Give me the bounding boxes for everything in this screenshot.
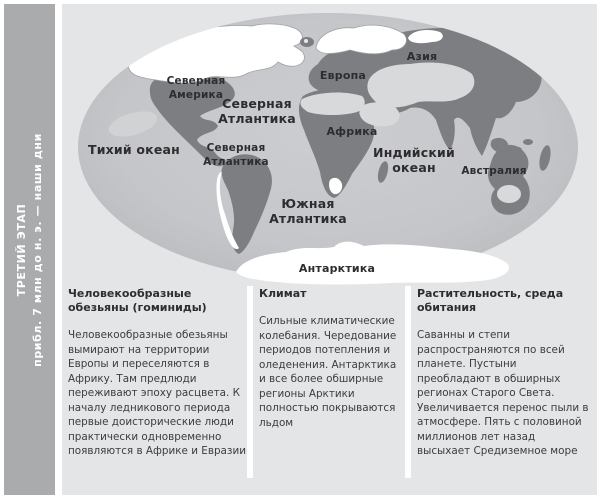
map-label-pacific-ocean: Тихий океан — [87, 142, 181, 157]
map-label-north-atlantic-upper: Северная Атлантика — [218, 96, 296, 126]
column-vegetation-title: Растительность, среда обитания — [417, 287, 564, 314]
iceland-glacier — [304, 39, 308, 43]
map-label-north-america: Северная Америка — [166, 75, 226, 101]
column-climate-title: Климат — [259, 287, 307, 300]
australia-light-patch — [497, 185, 521, 203]
map-label-indian-ocean: Индийский океан — [373, 145, 455, 175]
map-label-australia: Австралия — [461, 165, 527, 177]
column-climate-body: Сильные климатические колебания. Чередование периодов потепления и оледенения. Антарктика и все более обширные регионы Арктики полностью покрываются льдом — [259, 315, 397, 429]
map-label-europe: Европа — [319, 69, 367, 82]
column-divider-2 — [405, 286, 411, 478]
map-label-antarctica: Антарктика — [298, 262, 376, 275]
australia-landmass — [488, 145, 530, 215]
map-label-south-atlantic: Южная Атлантика — [269, 196, 347, 226]
column-hominids-title: Человекообразные обезьяны (гоминиды) — [68, 287, 207, 314]
stage-title: ТРЕТИЙ ЭТАП — [14, 203, 28, 296]
map-label-north-atlantic-lower: Северная Атлантика — [203, 142, 269, 168]
column-vegetation-body: Саванны и степи распространяются по всей планете. Пустыни преобладают в обширных регионах Старого Света. Увеличивается перенос пыли в атмосфере. Пять с половиной миллионов лет назад высыхает Средиземное море — [417, 329, 589, 457]
column-climate — [259, 287, 405, 430]
column-hominids — [68, 287, 248, 459]
stage-period: прибл. 7 млн до н. э. — наши дни — [30, 132, 44, 367]
column-vegetation — [417, 287, 589, 459]
indonesia-island-3 — [523, 139, 533, 145]
map-label-africa: Африка — [326, 125, 378, 138]
map-label-asia: Азия — [406, 50, 438, 63]
column-hominids-body: Человекообразные обезьяны вымирают на территории Европы и переселяются в Африку. Там предлюди переживают эпоху расцвета. К началу ледникового периода первые доисторические люди практически одновременно появляются в Африке и Евразии — [68, 329, 246, 457]
